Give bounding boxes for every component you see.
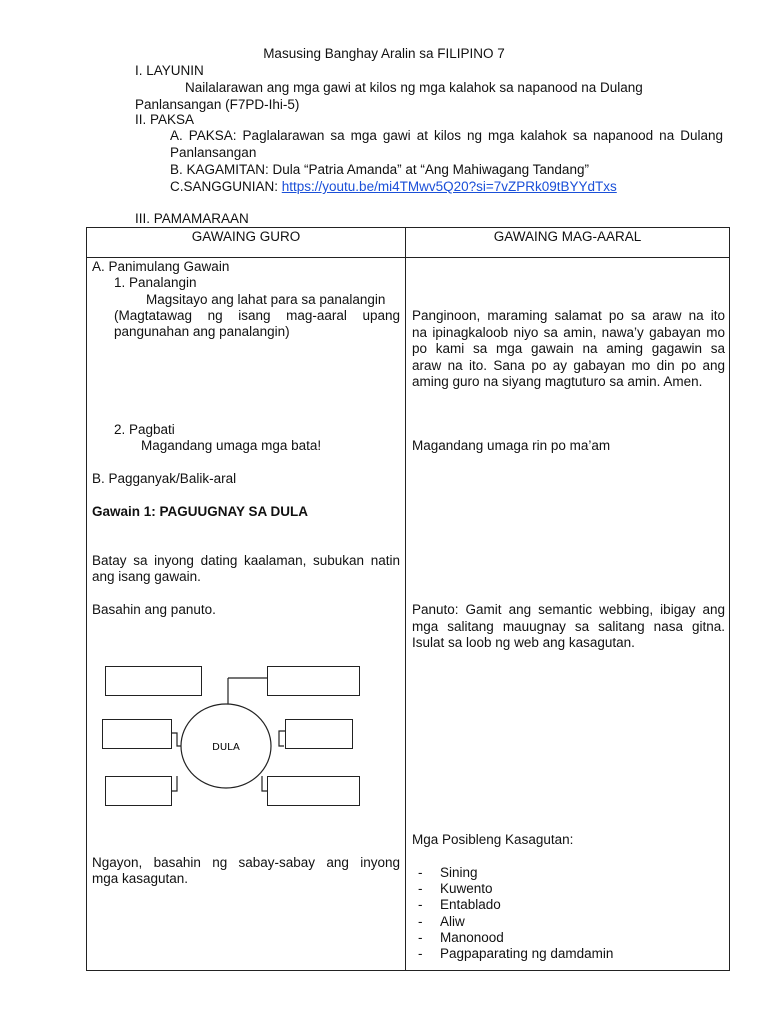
sanggunian-link[interactable]: https://youtu.be/mi4TMwv5Q20?si=7vZPRk09tBYYdTxs: [281, 179, 617, 194]
objective-line-2: Panlansangan (F7PD-Ihi-5): [135, 97, 300, 112]
pagganyak-heading: B. Pagganyak/Balik-aral: [92, 471, 237, 486]
list-item: - Manonood: [414, 930, 613, 946]
list-item: - Pagpaparating ng damdamin: [414, 946, 613, 962]
posibleng-kasagutan-heading: Mga Posibleng Kasagutan:: [412, 832, 574, 847]
objective-line-1: Nailalarawan ang mga gawi at kilos ng mga kalahok sa napanood na Dulang: [185, 80, 643, 95]
pagbati-greeting: Magandang umaga mga bata!: [141, 438, 322, 453]
panuto-line: Panuto: Gamit ang semantic webbing, ibigay ang: [412, 602, 725, 617]
section-pamamaraan-heading: III. PAMAMARAAN: [135, 211, 249, 226]
web-box-top-right[interactable]: [267, 666, 360, 696]
prayer-line: Panginoon, maraming salamat po sa araw na ito: [412, 308, 725, 323]
list-item: - Kuwento: [414, 881, 613, 897]
web-box-top-left[interactable]: [105, 666, 202, 696]
paksa-a-line-2: Panlansangan: [170, 145, 257, 160]
greeting-reply: Magandang umaga rin po ma’am: [412, 438, 611, 453]
sanggunian-label: C.SANGGUNIAN:: [170, 179, 282, 194]
prayer-response: [412, 308, 725, 391]
section-layunin-heading: I. LAYUNIN: [135, 63, 204, 78]
list-item: - Sining: [414, 865, 613, 881]
panimulang-gawain-heading: A. Panimulang Gawain: [92, 259, 230, 274]
column-divider: [405, 228, 406, 970]
prayer-line: po kami sa mga gawain na aming gagawin sa: [412, 341, 725, 356]
prayer-line: aming guro na siyang magtuturo sa amin. Amen.: [412, 374, 703, 389]
web-box-middle-left[interactable]: [102, 719, 172, 749]
list-item: - Entablado: [414, 897, 613, 913]
web-box-bottom-left[interactable]: [105, 776, 172, 806]
gawain-1-title: Gawain 1: PAGUUGNAY SA DULA: [92, 504, 309, 519]
panalangin-instruction: Magsitayo ang lahat para sa panalangin: [146, 292, 386, 307]
panalangin-note-line-2: pangunahan ang panalangin): [114, 324, 290, 339]
paksa-a-line-1: A. PAKSA: Paglalarawan sa mga gawi at kilos ng mga kalahok sa napanood na Dulang: [170, 128, 723, 143]
answers-list: [414, 865, 613, 962]
col-header-gawaing-mag-aaral: GAWAING MAG-AARAL: [493, 229, 642, 244]
col-header-gawaing-guro: GAWAING GURO: [191, 229, 301, 244]
web-center-label: DULA: [212, 742, 240, 753]
procedure-table: [86, 227, 730, 971]
ngayon-line-1: Ngayon, basahin ng sabay-sabay ang inyong: [92, 855, 400, 870]
header-divider: [87, 257, 729, 258]
section-paksa-heading: II. PAKSA: [135, 112, 195, 127]
basahin-panuto: Basahin ang panuto.: [92, 602, 216, 617]
prayer-line: na ipinagkaloob niyo sa amin, nawa’y gabayan mo: [412, 324, 725, 340]
paksa-c-sanggunian: [170, 178, 617, 195]
web-box-bottom-right[interactable]: [267, 776, 360, 806]
paksa-b-kagamitan: B. KAGAMITAN: Dula “Patria Amanda” at “Ang Mahiwagang Tandang”: [170, 162, 589, 177]
panuto-line: Isulat sa loob ng web ang kasagutan.: [412, 635, 635, 650]
panalangin-note-line-1: (Magtatawag ng isang mag-aaral upang: [114, 308, 400, 323]
panuto-text: [412, 602, 725, 652]
document-title: Masusing Banghay Aralin sa FILIPINO 7: [263, 46, 505, 61]
web-box-middle-right[interactable]: [285, 719, 353, 749]
batay-line-2: ang isang gawain.: [92, 569, 201, 584]
pagbati-label: 2. Pagbati: [114, 422, 175, 437]
list-item: - Aliw: [414, 914, 613, 930]
ngayon-line-2: mga kasagutan.: [92, 871, 189, 886]
panalangin-label: 1. Panalangin: [114, 275, 197, 290]
web-connector-bottom-left: [172, 776, 177, 791]
prayer-line: araw na ito. Sana po ay gabayan mo din po ang: [412, 357, 725, 373]
panuto-line: mga salitang mauugnay sa salitang nasa gitna.: [412, 618, 725, 634]
batay-line-1: Batay sa inyong dating kaalaman, subukan natin: [92, 553, 400, 568]
